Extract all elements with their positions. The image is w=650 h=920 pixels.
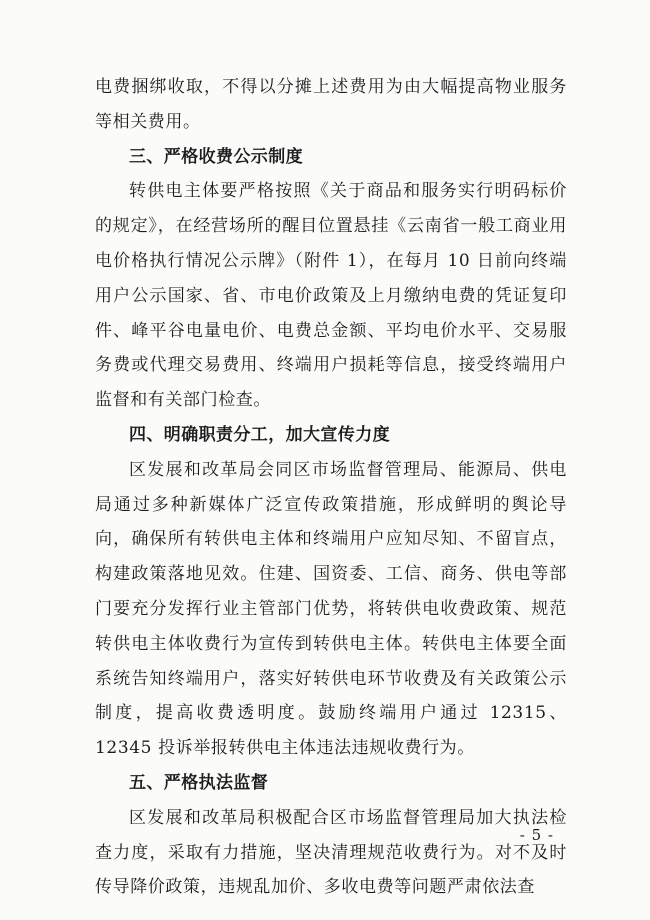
document-body	[95, 70, 567, 905]
section-heading-3: 三、严格收费公示制度	[129, 146, 303, 167]
paragraph-section-5: 区发展和改革局积极配合区市场监督管理局加大执法检查力度，采取有力措施，坚决清理规范收费行为。对不及时传导降价政策，违规乱加价、多收电费等问题严肃依法查	[95, 807, 567, 898]
paragraph-section-4: 区发展和改革局会同区市场监督管理局、能源局、供电局通过多种新媒体广泛宣传政策措施，形成鲜明的舆论导向，确保所有转供电主体和终端用户应知尽知、不留盲点，构建政策落地见效。住建、国资委、工信、商务、供电等部门要充分发挥行业主管部门优势，将转供电收费政策、规范转供电主体收费行为宣传到转供电主体。转供电主体要全面系统告知终端用户，落实好转供电环节收费及有关政策公示制度，提高收费透明度。鼓励终端用户通过 12315、12345 投诉举报转供电主体违法违规收费行为。	[95, 459, 567, 759]
section-heading-5: 五、严格执法监督	[129, 772, 269, 793]
paragraph-continuation: 电费捆绑收取，不得以分摊上述费用为由大幅提高物业服务等相关费用。	[95, 77, 567, 132]
section-heading-4: 四、明确职责分工，加大宣传力度	[129, 424, 390, 445]
page-number: - 5 -	[519, 826, 554, 844]
paragraph-section-3: 转供电主体要严格按照《关于商品和服务实行明码标价的规定》，在经营场所的醒目位置悬挂《云南省一般工商业用电价格执行情况公示牌》（附件 1），在每月 10 日前向终端用户公示国家、省、市电价政策及上月缴纳电费的凭证复印件、峰平谷电量电价、电费总金额、平均电价水平、交易服务费或代理交易费用、终端用户损耗等信息，接受终端用户监督和有关部门检查。	[95, 181, 567, 411]
